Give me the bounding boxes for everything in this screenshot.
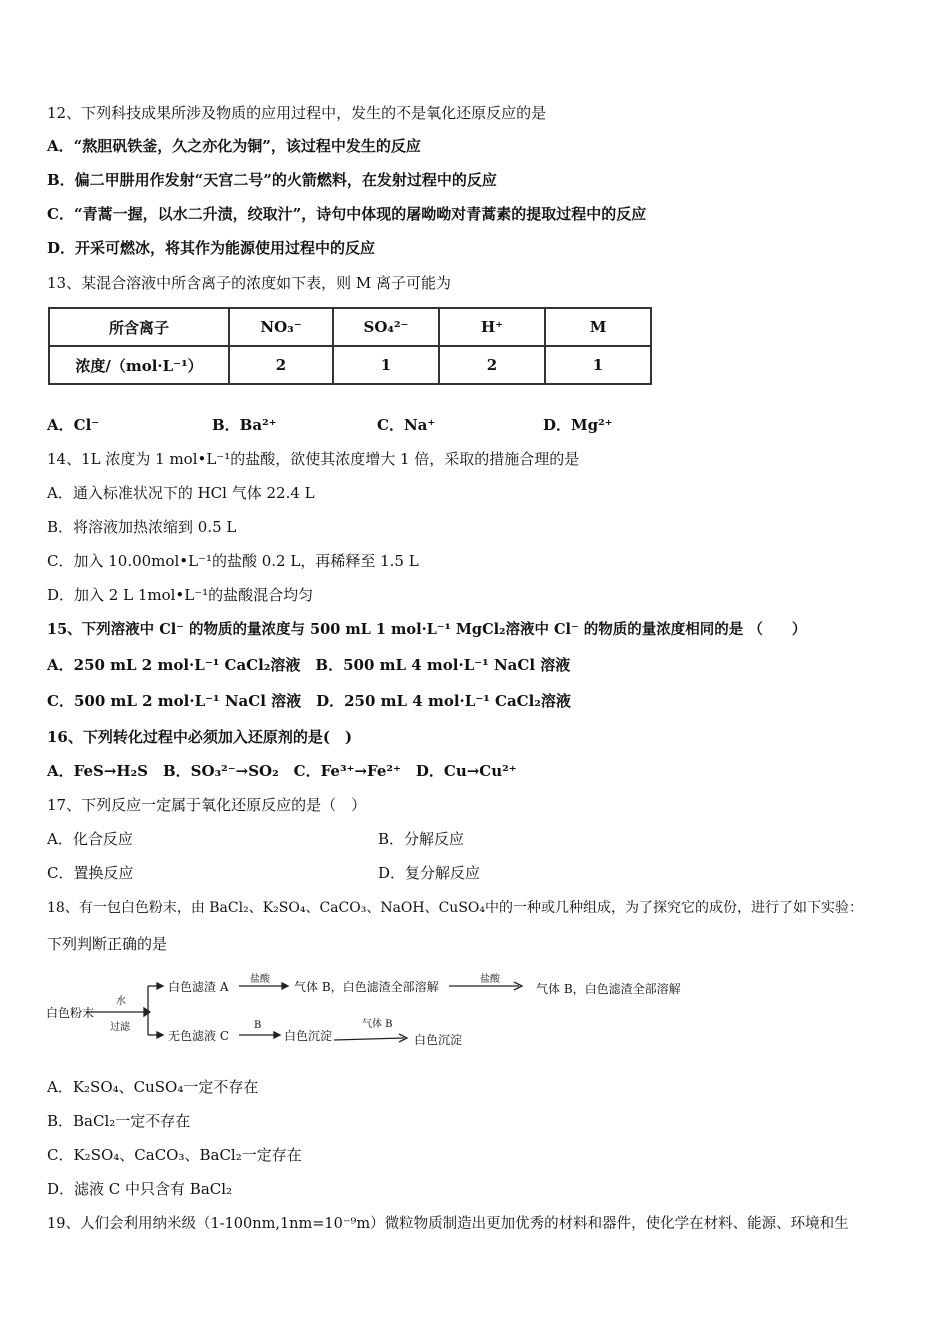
q18-option-c: C．K₂SO₄、CaCO₃、BaCl₂一定存在 bbox=[47, 1146, 302, 1164]
table-row bbox=[49, 346, 651, 384]
diagram-hcl-label-2: 盐酸 bbox=[480, 974, 500, 985]
q17-option-a: A．化合反应 bbox=[47, 830, 133, 848]
q13-option-b: B．Ba²⁺ bbox=[212, 416, 277, 434]
table-cell: 1 bbox=[545, 346, 651, 384]
q12-option-a: A．“熬胆矾铁釜，久之亦化为铜”，该过程中发生的反应 bbox=[47, 137, 421, 155]
table-cell: 2 bbox=[439, 346, 545, 384]
q19-stem: 19、人们会利用纳米级（1-100nm,1nm=10⁻⁹m）微粒物质制造出更加优秀的材料和器件，使化学在材料、能源、环境和生 bbox=[47, 1216, 849, 1232]
q14-stem: 14、1L 浓度为 1 mol•L⁻¹的盐酸，欲使其浓度增大 1 倍，采取的措施合理的是 bbox=[47, 450, 580, 468]
q15-stem: 15、下列溶液中 Cl⁻ 的物质的量浓度与 500 mL 1 mol·L⁻¹ MgCl₂溶液中 Cl⁻ 的物质的量浓度相同的是 （ ） bbox=[47, 621, 807, 638]
q14-option-a: A．通入标准状况下的 HCl 气体 22.4 L bbox=[47, 484, 315, 502]
q17-option-c: C．置换反应 bbox=[47, 864, 134, 882]
q13-option-c: C．Na⁺ bbox=[377, 416, 436, 434]
diagram-gas-b-label: 气体 B bbox=[362, 1019, 393, 1030]
q13-stem: 13、某混合溶液中所含离子的浓度如下表，则 M 离子可能为 bbox=[47, 274, 451, 292]
diagram-precipitate-1: 白色沉淀 bbox=[284, 1029, 333, 1043]
q18-option-b: B．BaCl₂一定不存在 bbox=[47, 1112, 191, 1130]
table-cell: NO₃⁻ bbox=[229, 308, 333, 346]
q13-option-a: A．Cl⁻ bbox=[47, 416, 100, 434]
table-cell: H⁺ bbox=[439, 308, 545, 346]
diagram-result-2: 气体 B，白色滤渣全部溶解 bbox=[536, 982, 681, 996]
diagram-start: 白色粉末 bbox=[46, 1006, 95, 1020]
q12-option-b: B．偏二甲肼用作发射“天宫二号”的火箭燃料，在发射过程中的反应 bbox=[47, 171, 497, 189]
q18-stem-2: 下列判断正确的是 bbox=[47, 935, 168, 953]
diagram-filter-label: 过滤 bbox=[110, 1022, 130, 1033]
q16-options: A．FeS→H₂S B．SO₃²⁻→SO₂ C．Fe³⁺→Fe²⁺ D．Cu→Cu²⁺ bbox=[47, 762, 517, 780]
q17-stem: 17、下列反应一定属于氧化还原反应的是（ ） bbox=[47, 796, 367, 814]
table-cell: M bbox=[545, 308, 651, 346]
q17-option-b: B．分解反应 bbox=[378, 830, 465, 848]
table-cell: 2 bbox=[229, 346, 333, 384]
table-cell: SO₄²⁻ bbox=[333, 308, 439, 346]
experiment-flow-diagram bbox=[44, 965, 744, 1050]
q15-options-ab: A．250 mL 2 mol·L⁻¹ CaCl₂溶液 B．500 mL 4 mol·L⁻¹ NaCl 溶液 bbox=[47, 656, 571, 674]
q12-stem: 12、下列科技成果所涉及物质的应用过程中，发生的不是氧化还原反应的是 bbox=[47, 104, 547, 122]
diagram-water-label: 水 bbox=[116, 996, 126, 1007]
q13-option-d: D．Mg²⁺ bbox=[543, 416, 613, 434]
diagram-residue-a: 白色滤渣 A bbox=[168, 980, 229, 994]
diagram-precipitate-2: 白色沉淀 bbox=[414, 1033, 463, 1047]
diagram-hcl-label-1: 盐酸 bbox=[250, 974, 270, 985]
table-cell: 浓度/（mol·L⁻¹） bbox=[49, 346, 229, 384]
table-cell: 1 bbox=[333, 346, 439, 384]
diagram-b-label: B bbox=[254, 1020, 262, 1031]
q18-option-a: A．K₂SO₄、CuSO₄一定不存在 bbox=[47, 1078, 259, 1096]
q12-option-c: C．“青蒿一握，以水二升渍，绞取汁”，诗句中体现的屠呦呦对青蒿素的提取过程中的反应 bbox=[47, 205, 647, 223]
q17-option-d: D．复分解反应 bbox=[378, 864, 481, 882]
table-cell: 所含离子 bbox=[49, 308, 229, 346]
diagram-result-1: 气体 B，白色滤渣全部溶解 bbox=[294, 980, 439, 994]
diagram-filtrate-c: 无色滤液 C bbox=[168, 1029, 229, 1043]
table-header-row bbox=[49, 308, 651, 346]
q16-stem: 16、下列转化过程中必须加入还原剂的是( ) bbox=[47, 728, 353, 746]
q18-stem: 18、有一包白色粉末，由 BaCl₂、K₂SO₄、CaCO₃、NaOH、CuSO₄中的一种或几种组成，为了探究它的成份，进行了如下实验： bbox=[47, 900, 864, 916]
q15-options-cd: C．500 mL 2 mol·L⁻¹ NaCl 溶液 D．250 mL 4 mol·L⁻¹ CaCl₂溶液 bbox=[47, 692, 571, 710]
q14-option-d: D．加入 2 L 1mol•L⁻¹的盐酸混合均匀 bbox=[47, 586, 314, 604]
q12-option-d: D．开采可燃冰，将其作为能源使用过程中的反应 bbox=[47, 239, 376, 257]
q18-option-d: D．滤液 C 中只含有 BaCl₂ bbox=[47, 1180, 233, 1198]
q14-option-b: B．将溶液加热浓缩到 0.5 L bbox=[47, 518, 237, 536]
ion-table bbox=[48, 307, 652, 385]
q14-option-c: C．加入 10.00mol•L⁻¹的盐酸 0.2 L，再稀释至 1.5 L bbox=[47, 552, 419, 570]
